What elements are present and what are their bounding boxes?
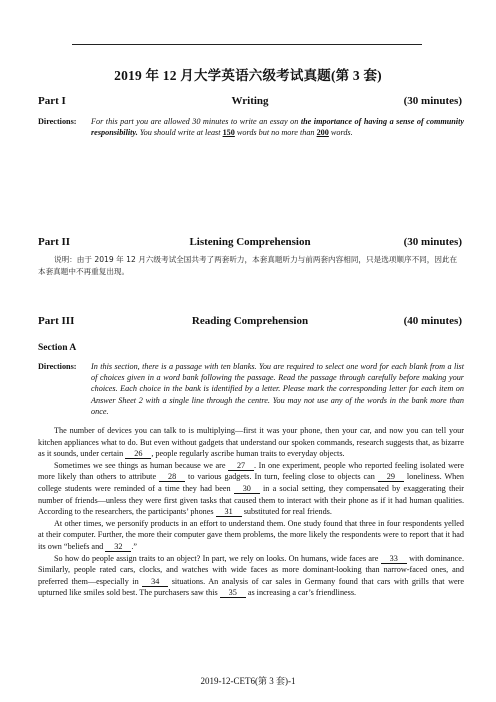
passage-paragraph: So how do people assign traits to an object? In part, we rely on looks. On humans, wide faces are 33 with dominance. Similarly, people rated cars, clocks, and watches with wide faces as more dominant-looking than narrow-faced ones, and preferred them—especially in 34 situations. An analysis of car sales in Germany found that cars with grills that were upturned like smiles sold best. The purchasers saw this 35 as increasing a car’s friendliness. xyxy=(38,553,464,598)
reading-passage xyxy=(38,425,464,599)
directions-text: In this section, there is a passage with ten blanks. You are required to select one word for each blank from a list of choices given in a word bank following the passage. Read the passage through carefully before making your choices. Each choice in the bank is identified by a letter. Please mark the corresponding letter for each item on Answer Sheet 2 with a single line through the centre. You may not use any of the words in the bank more than once. xyxy=(91,362,464,416)
blank-27: 27 xyxy=(228,461,254,471)
part2-time: (30 minutes) xyxy=(403,236,462,248)
blank-31: 31 xyxy=(216,507,242,517)
passage-paragraph: At other times, we personify products in an effort to understand them. One study found that three in four respondents yelled at their computer. Further, the more their computer gave them problems, the more likely the respondents were to report that it had its own “beliefs and 32 .” xyxy=(38,518,464,551)
blank-35: 35 xyxy=(220,588,246,598)
part2-label: Part II xyxy=(38,236,71,248)
section-a-heading: Section A xyxy=(38,343,77,353)
directions-text: For this part you are allowed 30 minutes to write an essay on the importance of having a sense of community responsibility. You should write at least 150 words but no more than 200 words. xyxy=(91,117,464,138)
passage-paragraph: Sometimes we see things as human because we are 27 . In one experiment, people who reported feeling isolated were more likely than others to attribute 28 to various gadgets. In turn, feeling close to objects can 29 loneliness. When college students were reminded of a time they had been 30 in a social setting, they compensated by exaggerating their number of friends—unless they were first given tasks that caused them to interact with their phone as if it had human qualities. According to the researchers, the participants’ phones 31 substituted for real friends. xyxy=(38,460,465,517)
blank-26: 26 xyxy=(125,449,151,459)
blank-32: 32 xyxy=(105,542,131,552)
part1-name: Writing xyxy=(231,95,269,107)
blank-28: 28 xyxy=(159,472,185,482)
part2-name: Listening Comprehension xyxy=(189,236,311,248)
part3-name: Reading Comprehension xyxy=(191,315,309,327)
blank-30: 30 xyxy=(234,484,260,494)
directions-label: Directions: xyxy=(38,117,77,126)
part3-label: Part III xyxy=(38,315,75,327)
part1-time: (30 minutes) xyxy=(403,95,462,107)
blank-29: 29 xyxy=(378,472,404,482)
directions-label: Directions: xyxy=(38,362,77,371)
listening-note: 说明：由于 2019 年 12 月六级考试全国共考了两套听力，本套真题听力与前两套内容相同，只是选项顺序不同，因此在本套真题中不再重复出现。 xyxy=(38,255,458,276)
part3-time: (40 minutes) xyxy=(403,315,462,327)
blank-34: 34 xyxy=(142,577,168,587)
passage-paragraph: The number of devices you can talk to is multiplying—first it was your phone, then your car, and now you can tell your kitchen appliances what to do. But even without gadgets that understand our spoken commands, research suggests that, as bizarre as it sounds, under certain 26 , people regularly ascribe human traits to everyday objects. xyxy=(38,426,464,459)
part1-directions xyxy=(38,116,464,138)
page-title: 2019 年 12 月大学英语六级考试真题(第 3 套) xyxy=(114,68,382,83)
page-footer: 2019-12-CET6(第 3 套)-1 xyxy=(200,676,296,686)
top-rule xyxy=(72,44,422,45)
part1-label: Part I xyxy=(38,95,66,107)
blank-33: 33 xyxy=(381,554,407,564)
part3-directions xyxy=(38,361,464,417)
